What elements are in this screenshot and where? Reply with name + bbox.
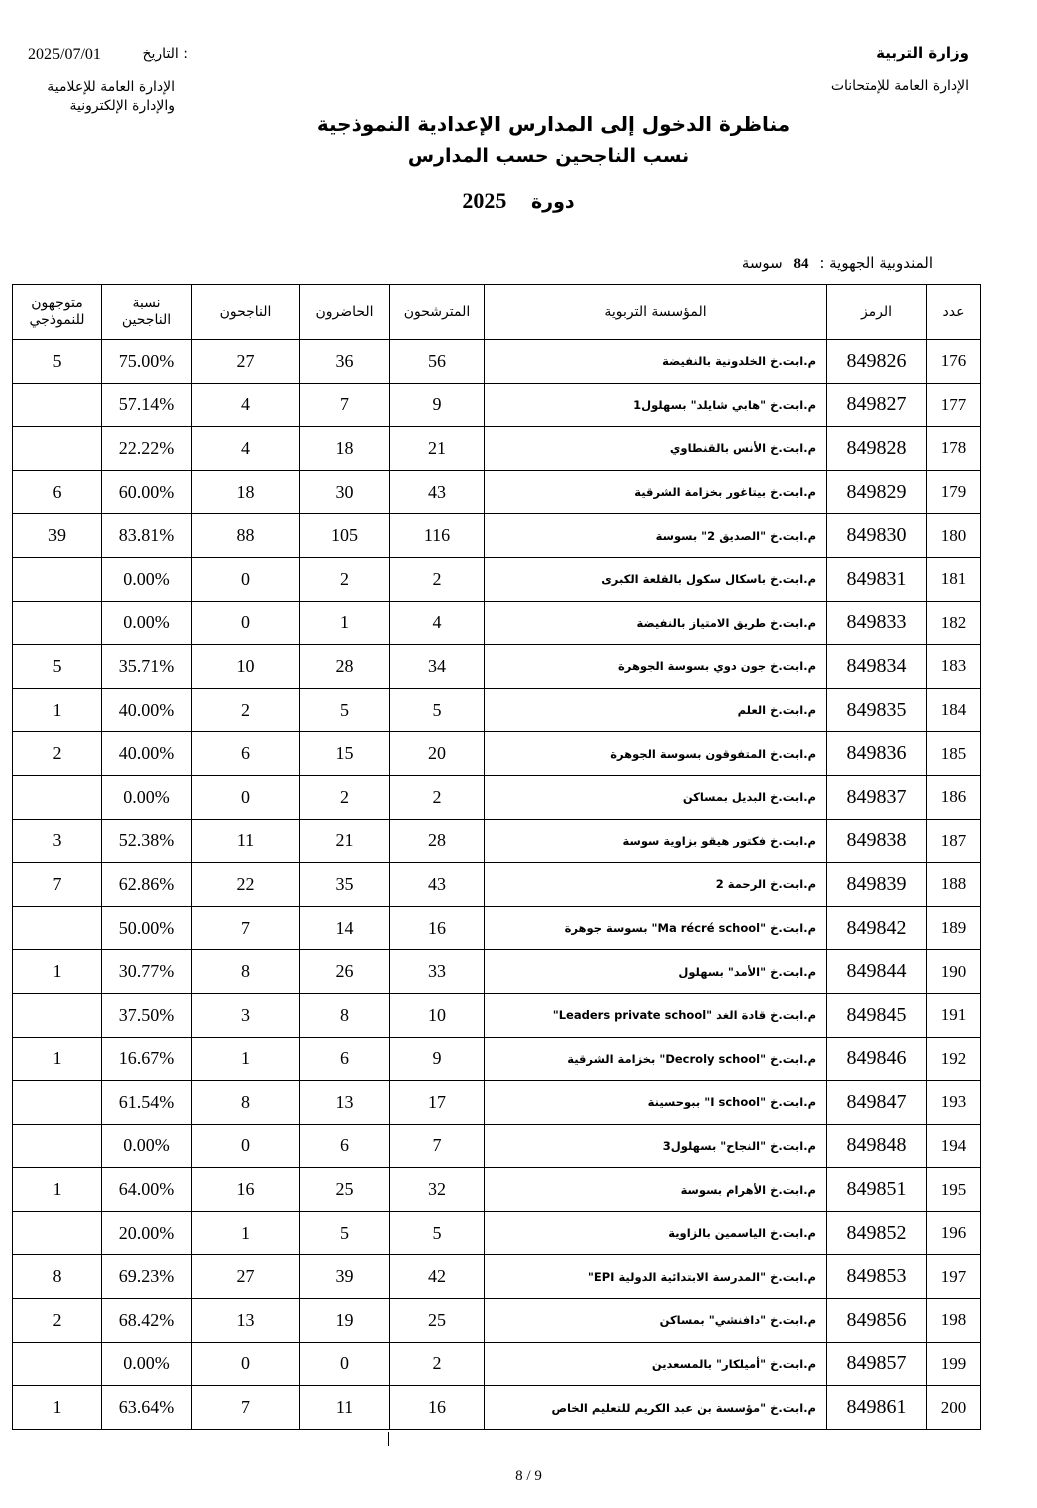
cell-present: 15: [300, 732, 390, 776]
cell-passed: 27: [192, 1255, 300, 1299]
cell-code: 849844: [827, 950, 927, 994]
cell-index: 184: [927, 688, 981, 732]
cell-pass-rate: 0.00%: [102, 601, 192, 645]
cell-school: م.ابت.خ "الأمد" بسهلول: [485, 950, 827, 994]
cell-candidates: 9: [390, 383, 485, 427]
cell-code: 849861: [827, 1386, 927, 1430]
table-row: [13, 1255, 981, 1299]
cell-pass-rate: 0.00%: [102, 1124, 192, 1168]
cell-index: 181: [927, 557, 981, 601]
cell-pass-rate: 30.77%: [102, 950, 192, 994]
cell-school: م.ابت.خ الأهرام بسوسة: [485, 1168, 827, 1212]
cell-oriented: 1: [13, 950, 102, 994]
cell-pass-rate: 37.50%: [102, 993, 192, 1037]
cell-candidates: 43: [390, 863, 485, 907]
cell-passed: 0: [192, 1342, 300, 1386]
cell-code: 849845: [827, 993, 927, 1037]
cell-passed: 7: [192, 906, 300, 950]
cell-present: 2: [300, 557, 390, 601]
col-header-school: المؤسسة التربوية: [485, 285, 827, 340]
cell-school: م.ابت.خ "أميلكار" بالمسعدين: [485, 1342, 827, 1386]
cell-pass-rate: 60.00%: [102, 470, 192, 514]
cell-candidates: 9: [390, 1037, 485, 1081]
cell-passed: 0: [192, 557, 300, 601]
cell-present: 6: [300, 1124, 390, 1168]
table-row: [13, 340, 981, 384]
cell-present: 6: [300, 1037, 390, 1081]
cell-school: م.ابت.خ طريق الامتياز بالنفيضة: [485, 601, 827, 645]
cell-candidates: 17: [390, 1081, 485, 1125]
ministry-name: وزارة التربية: [876, 44, 969, 62]
cell-oriented: 1: [13, 1386, 102, 1430]
cell-school: م.ابت.خ "المدرسة الابتدائية الدولية EPI": [485, 1255, 827, 1299]
table-row: [13, 775, 981, 819]
page-subtitle: نسب الناجحين حسب المدارس: [407, 145, 690, 167]
col-header-present: الحاضرون: [300, 285, 390, 340]
cell-passed: 2: [192, 688, 300, 732]
cell-code: 849835: [827, 688, 927, 732]
cell-present: 30: [300, 470, 390, 514]
page-number: [0, 1468, 1037, 1485]
table-row: [13, 1342, 981, 1386]
cell-present: 8: [300, 993, 390, 1037]
cell-present: 35: [300, 863, 390, 907]
cell-oriented: [13, 906, 102, 950]
cell-candidates: 34: [390, 645, 485, 689]
cell-oriented: [13, 601, 102, 645]
cell-school: م.ابت.خ البديل بمساكن: [485, 775, 827, 819]
cell-candidates: 32: [390, 1168, 485, 1212]
cell-present: 36: [300, 340, 390, 384]
cell-index: 180: [927, 514, 981, 558]
cell-passed: 11: [192, 819, 300, 863]
cell-oriented: 6: [13, 470, 102, 514]
cell-index: 189: [927, 906, 981, 950]
cell-index: 198: [927, 1299, 981, 1343]
cell-school: م.ابت.خ "الصديق 2" بسوسة: [485, 514, 827, 558]
cell-candidates: 4: [390, 601, 485, 645]
cell-pass-rate: 75.00%: [102, 340, 192, 384]
cell-passed: 16: [192, 1168, 300, 1212]
cell-oriented: [13, 1211, 102, 1255]
cell-oriented: [13, 993, 102, 1037]
table-row: [13, 1211, 981, 1255]
table-row: [13, 601, 981, 645]
cell-oriented: [13, 427, 102, 471]
table-row: [13, 688, 981, 732]
cell-pass-rate: 57.14%: [102, 383, 192, 427]
cell-code: 849852: [827, 1211, 927, 1255]
cell-school: م.ابت.خ "هابي شايلد" بسهلول1: [485, 383, 827, 427]
cell-pass-rate: 0.00%: [102, 1342, 192, 1386]
cell-oriented: 1: [13, 1037, 102, 1081]
region-line: [742, 254, 933, 273]
cell-passed: 7: [192, 1386, 300, 1430]
cell-index: 176: [927, 340, 981, 384]
session-year: 2025: [462, 188, 507, 213]
cell-oriented: 5: [13, 645, 102, 689]
cell-pass-rate: 20.00%: [102, 1211, 192, 1255]
cell-present: 39: [300, 1255, 390, 1299]
cell-index: 179: [927, 470, 981, 514]
col-header-code: الرمز: [827, 285, 927, 340]
cell-passed: 13: [192, 1299, 300, 1343]
cell-candidates: 43: [390, 470, 485, 514]
cell-oriented: 5: [13, 340, 102, 384]
cell-present: 5: [300, 1211, 390, 1255]
cell-candidates: 2: [390, 1342, 485, 1386]
cell-index: 187: [927, 819, 981, 863]
cell-pass-rate: 16.67%: [102, 1037, 192, 1081]
table-row: [13, 863, 981, 907]
cell-pass-rate: 50.00%: [102, 906, 192, 950]
cell-candidates: 2: [390, 775, 485, 819]
cell-pass-rate: 69.23%: [102, 1255, 192, 1299]
cell-school: م.ابت.خ "النجاح" بسهلول3: [485, 1124, 827, 1168]
cell-passed: 0: [192, 775, 300, 819]
cell-candidates: 116: [390, 514, 485, 558]
cell-candidates: 10: [390, 993, 485, 1037]
cell-index: 185: [927, 732, 981, 776]
cell-present: 18: [300, 427, 390, 471]
cell-pass-rate: 40.00%: [102, 688, 192, 732]
table-row: [13, 1081, 981, 1125]
cell-passed: 88: [192, 514, 300, 558]
cell-candidates: 2: [390, 557, 485, 601]
table-row: [13, 732, 981, 776]
cell-school: م.ابت.خ "Decroly school" بخزامة الشرقية: [485, 1037, 827, 1081]
cell-index: 199: [927, 1342, 981, 1386]
cell-pass-rate: 35.71%: [102, 645, 192, 689]
session-line: [0, 188, 1037, 214]
cell-index: 193: [927, 1081, 981, 1125]
page-separator: /: [526, 1468, 531, 1484]
cell-passed: 0: [192, 601, 300, 645]
cell-school: م.ابت.خ قادة الغد "Leaders private school": [485, 993, 827, 1037]
cell-present: 5: [300, 688, 390, 732]
it-department: [40, 78, 175, 116]
cell-pass-rate: 64.00%: [102, 1168, 192, 1212]
cell-code: 849848: [827, 1124, 927, 1168]
cell-school: م.ابت.خ باسكال سكول بالقلعة الكبرى: [485, 557, 827, 601]
cell-oriented: 1: [13, 688, 102, 732]
cell-present: 21: [300, 819, 390, 863]
cell-present: 14: [300, 906, 390, 950]
table-row: [13, 645, 981, 689]
page-title: مناظرة الدخول إلى المدارس الإعدادية النموذجية: [316, 112, 791, 136]
table-body: [13, 340, 981, 1430]
date-value: 2025/07/01: [28, 46, 101, 63]
cell-code: 849856: [827, 1299, 927, 1343]
cell-code: 849857: [827, 1342, 927, 1386]
cell-index: 188: [927, 863, 981, 907]
cell-candidates: 5: [390, 1211, 485, 1255]
cell-school: م.ابت.خ الخلدونية بالنفيضة: [485, 340, 827, 384]
cell-school: م.ابت.خ المتفوقون بسوسة الجوهرة: [485, 732, 827, 776]
cell-code: 849829: [827, 470, 927, 514]
cell-school: م.ابت.خ "Ma récré school" بسوسة جوهرة: [485, 906, 827, 950]
cell-passed: 4: [192, 383, 300, 427]
cell-present: 13: [300, 1081, 390, 1125]
date-label: التاريخ :: [142, 46, 188, 62]
cell-code: 849830: [827, 514, 927, 558]
cell-oriented: 2: [13, 1299, 102, 1343]
cell-candidates: 20: [390, 732, 485, 776]
cell-candidates: 16: [390, 906, 485, 950]
cell-passed: 0: [192, 1124, 300, 1168]
col-header-pass-rate: نسبة الناجحين: [102, 285, 192, 340]
col-header-index: عدد: [927, 285, 981, 340]
table-row: [13, 1299, 981, 1343]
cell-candidates: 5: [390, 688, 485, 732]
cell-passed: 4: [192, 427, 300, 471]
cell-school: م.ابت.خ جون دوي بسوسة الجوهرة: [485, 645, 827, 689]
cell-pass-rate: 62.86%: [102, 863, 192, 907]
table-header-row: [13, 285, 981, 340]
cell-passed: 8: [192, 950, 300, 994]
cell-present: 7: [300, 383, 390, 427]
cell-index: 191: [927, 993, 981, 1037]
cell-school: م.ابت.خ الرحمة 2: [485, 863, 827, 907]
cell-candidates: 56: [390, 340, 485, 384]
cell-index: 200: [927, 1386, 981, 1430]
col-header-passed: الناجحون: [192, 285, 300, 340]
cell-pass-rate: 40.00%: [102, 732, 192, 776]
region-code: 84: [793, 256, 809, 272]
cell-present: 26: [300, 950, 390, 994]
cell-index: 177: [927, 383, 981, 427]
cell-code: 849838: [827, 819, 927, 863]
cell-school: م.ابت.خ فكتور هيقو بزاوية سوسة: [485, 819, 827, 863]
cell-pass-rate: 61.54%: [102, 1081, 192, 1125]
cell-school: م.ابت.خ "مؤسسة بن عبد الكريم للتعليم الخاص: [485, 1386, 827, 1430]
cell-passed: 10: [192, 645, 300, 689]
cell-school: م.ابت.خ الياسمين بالزاوية: [485, 1211, 827, 1255]
cell-present: 105: [300, 514, 390, 558]
cell-code: 849846: [827, 1037, 927, 1081]
cell-oriented: 2: [13, 732, 102, 776]
cell-code: 849831: [827, 557, 927, 601]
table-row: [13, 383, 981, 427]
cell-oriented: [13, 557, 102, 601]
cell-index: 195: [927, 1168, 981, 1212]
cell-pass-rate: 0.00%: [102, 557, 192, 601]
cell-school: م.ابت.خ "I school" ببوحسينة: [485, 1081, 827, 1125]
page-current: 8: [515, 1468, 523, 1484]
cell-oriented: 3: [13, 819, 102, 863]
cell-oriented: [13, 383, 102, 427]
cell-oriented: 39: [13, 514, 102, 558]
table-row: [13, 470, 981, 514]
cell-index: 183: [927, 645, 981, 689]
cell-code: 849826: [827, 340, 927, 384]
cell-oriented: 8: [13, 1255, 102, 1299]
cell-pass-rate: 83.81%: [102, 514, 192, 558]
cell-school: م.ابت.خ بيتاغور بخزامة الشرقية: [485, 470, 827, 514]
cell-passed: 3: [192, 993, 300, 1037]
cell-pass-rate: 68.42%: [102, 1299, 192, 1343]
table-column-stub: [388, 1432, 389, 1446]
cell-index: 197: [927, 1255, 981, 1299]
cell-candidates: 33: [390, 950, 485, 994]
cell-present: 11: [300, 1386, 390, 1430]
cell-present: 0: [300, 1342, 390, 1386]
table-row: [13, 427, 981, 471]
cell-candidates: 21: [390, 427, 485, 471]
region-name: سوسة: [741, 254, 783, 272]
cell-oriented: 1: [13, 1168, 102, 1212]
results-table: [12, 284, 981, 1430]
table-row: [13, 514, 981, 558]
table-row: [13, 557, 981, 601]
exams-department: الإدارة العامة للإمتحانات: [830, 78, 969, 94]
cell-index: 186: [927, 775, 981, 819]
region-label: المندوبية الجهوية :: [819, 254, 933, 272]
cell-code: 849828: [827, 427, 927, 471]
cell-code: 849827: [827, 383, 927, 427]
cell-pass-rate: 63.64%: [102, 1386, 192, 1430]
cell-oriented: 7: [13, 863, 102, 907]
cell-code: 849834: [827, 645, 927, 689]
cell-code: 849847: [827, 1081, 927, 1125]
cell-passed: 1: [192, 1211, 300, 1255]
cell-present: 28: [300, 645, 390, 689]
cell-candidates: 16: [390, 1386, 485, 1430]
cell-code: 849836: [827, 732, 927, 776]
it-department-line1: الإدارة العامة للإعلامية: [47, 79, 175, 95]
cell-index: 194: [927, 1124, 981, 1168]
cell-pass-rate: 22.22%: [102, 427, 192, 471]
cell-oriented: [13, 775, 102, 819]
cell-candidates: 7: [390, 1124, 485, 1168]
cell-oriented: [13, 1342, 102, 1386]
table-row: [13, 819, 981, 863]
cell-oriented: [13, 1081, 102, 1125]
cell-pass-rate: 0.00%: [102, 775, 192, 819]
cell-passed: 27: [192, 340, 300, 384]
col-header-oriented: متوجهون للنموذجي: [13, 285, 102, 340]
cell-oriented: [13, 1124, 102, 1168]
it-department-line2: والإدارة الإلكترونية: [69, 98, 175, 114]
table-row: [13, 993, 981, 1037]
cell-code: 849837: [827, 775, 927, 819]
cell-present: 1: [300, 601, 390, 645]
cell-passed: 8: [192, 1081, 300, 1125]
cell-index: 190: [927, 950, 981, 994]
cell-school: م.ابت.خ العلم: [485, 688, 827, 732]
cell-passed: 6: [192, 732, 300, 776]
cell-school: م.ابت.خ "دافنشي" بمساكن: [485, 1299, 827, 1343]
page-total: 9: [534, 1468, 542, 1484]
cell-pass-rate: 52.38%: [102, 819, 192, 863]
cell-present: 19: [300, 1299, 390, 1343]
col-header-candidates: المترشحون: [390, 285, 485, 340]
table-row: [13, 950, 981, 994]
cell-candidates: 42: [390, 1255, 485, 1299]
session-label: دورة: [530, 191, 575, 213]
cell-candidates: 28: [390, 819, 485, 863]
cell-passed: 18: [192, 470, 300, 514]
cell-code: 849851: [827, 1168, 927, 1212]
cell-candidates: 25: [390, 1299, 485, 1343]
cell-code: 849833: [827, 601, 927, 645]
cell-present: 25: [300, 1168, 390, 1212]
table-row: [13, 1124, 981, 1168]
cell-passed: 1: [192, 1037, 300, 1081]
cell-code: 849839: [827, 863, 927, 907]
cell-code: 849842: [827, 906, 927, 950]
table-row: [13, 1037, 981, 1081]
cell-present: 2: [300, 775, 390, 819]
cell-index: 196: [927, 1211, 981, 1255]
cell-code: 849853: [827, 1255, 927, 1299]
cell-index: 192: [927, 1037, 981, 1081]
table-row: [13, 906, 981, 950]
table-row: [13, 1168, 981, 1212]
table-row: [13, 1386, 981, 1430]
cell-passed: 22: [192, 863, 300, 907]
cell-index: 178: [927, 427, 981, 471]
cell-school: م.ابت.خ الأنس بالقنطاوي: [485, 427, 827, 471]
cell-index: 182: [927, 601, 981, 645]
